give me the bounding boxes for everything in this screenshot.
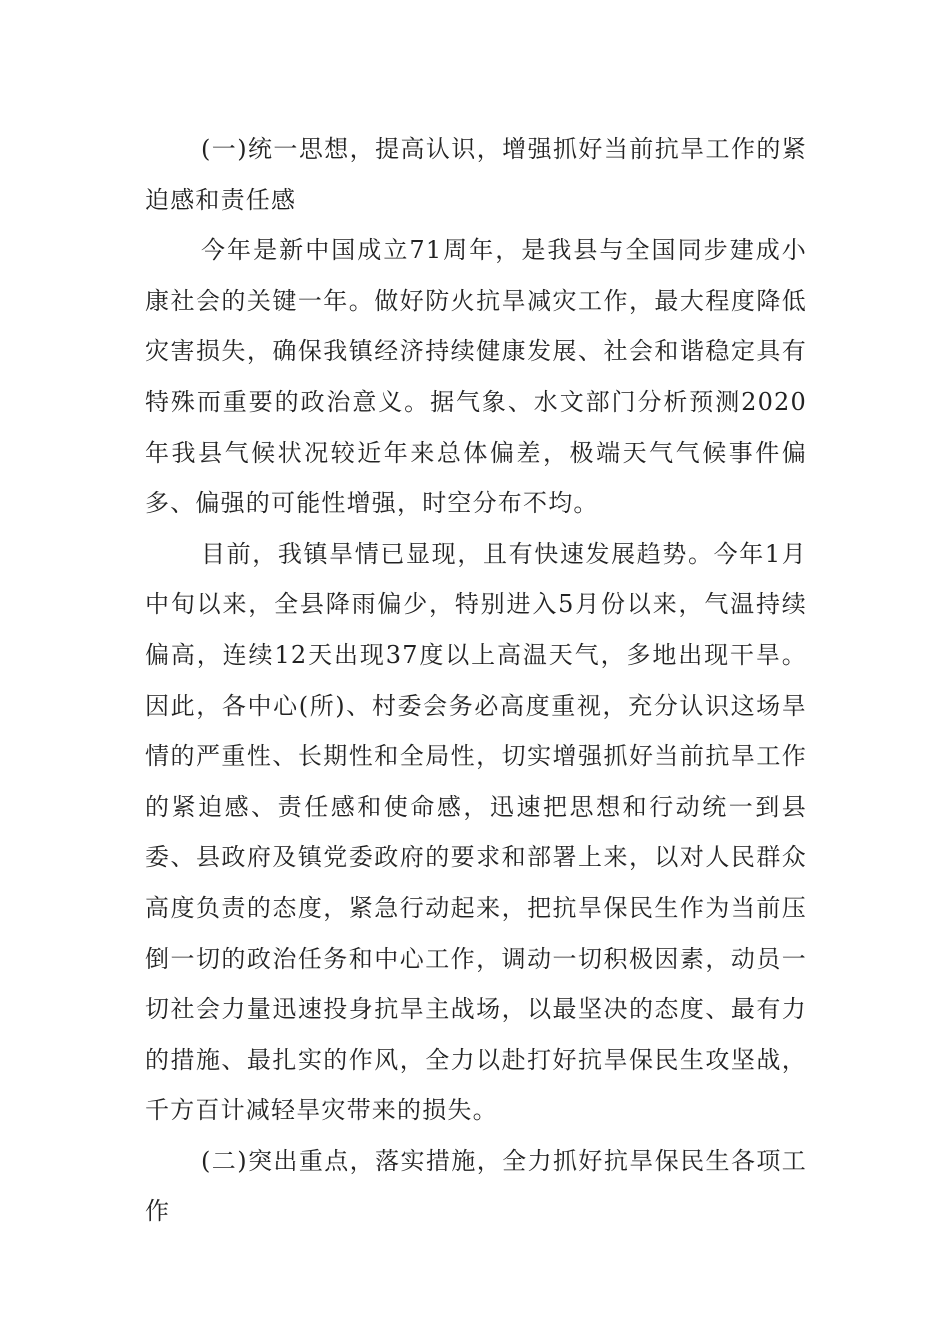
section-heading-1: (一)统一思想，提高认识，增强抓好当前抗旱工作的紧迫感和责任感 bbox=[145, 135, 807, 214]
document-body bbox=[145, 124, 807, 1237]
paragraph-2: 目前，我镇旱情已显现，且有快速发展趋势。今年1月中旬以来，全县降雨偏少，特别进入5月份以来，气温持续偏高，连续12天出现37度以上高温天气，多地出现干旱。因此，各中心(所)、村委会务必高度重视，充分认识这场旱情的严重性、长期性和全局性，切实增强抓好当前抗旱工作的紧迫感、责任感和使命感，迅速把思想和行动统一到县委、县政府及镇党委政府的要求和部署上来，以对人民群众高度负责的态度，紧急行动起来，把抗旱保民生作为当前压倒一切的政治任务和中心工作，调动一切积极因素，动员一切社会力量迅速投身抗旱主战场，以最坚决的态度、最有力的措施、最扎实的作风，全力以赴打好抗旱保民生攻坚战，千方百计减轻旱灾带来的损失。 bbox=[145, 539, 807, 1125]
paragraph-1: 今年是新中国成立71周年，是我县与全国同步建成小康社会的关键一年。做好防火抗旱减灾工作，最大程度降低灾害损失，确保我镇经济持续健康发展、社会和谐稳定具有特殊而重要的政治意义。据气象、水文部门分析预测2020年我县气候状况较近年来总体偏差，极端天气气候事件偏多、偏强的可能性增强，时空分布不均。 bbox=[145, 236, 807, 518]
section-heading-2: (二)突出重点，落实措施，全力抓好抗旱保民生各项工作 bbox=[145, 1146, 807, 1226]
